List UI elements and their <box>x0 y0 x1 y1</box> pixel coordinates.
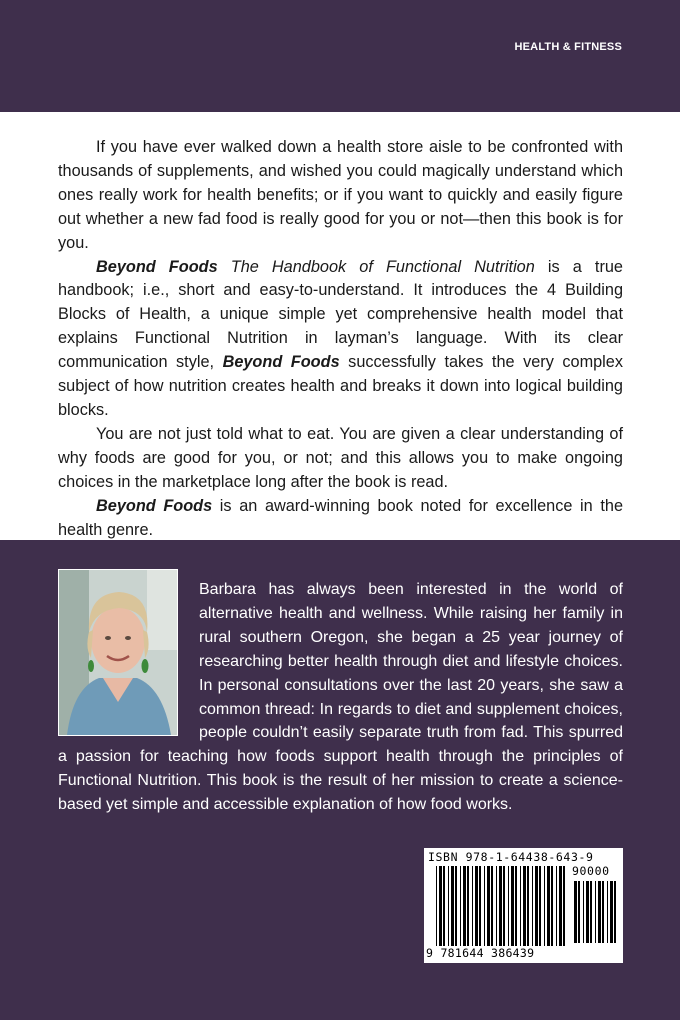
barcode-bar <box>523 866 526 946</box>
blurb-text: successfully takes the very complex subject of how nutrition creates health and breaks it down into logical building blocks. <box>58 353 623 419</box>
isbn-number: ISBN 978-1-64438-643-9 <box>428 850 594 864</box>
barcode-bar <box>443 866 445 946</box>
book-title: Beyond Foods <box>96 257 218 276</box>
barcode-bar <box>527 866 529 946</box>
barcode-bar <box>484 866 485 946</box>
barcode-bar <box>491 866 493 946</box>
barcode-bar <box>535 866 538 946</box>
barcode-bar <box>436 866 437 946</box>
barcode-bar <box>475 866 478 946</box>
barcode-bar <box>602 881 604 943</box>
barcode-bar <box>586 881 589 943</box>
barcode-bar <box>532 866 533 946</box>
barcode-bar <box>448 866 449 946</box>
book-subtitle: The Handbook of Functional Nutrition <box>230 257 535 276</box>
blurb-paragraph-4 <box>58 495 623 543</box>
barcode-bar <box>451 866 454 946</box>
barcode-bar <box>539 866 541 946</box>
ean-barcode-bars <box>436 866 566 946</box>
barcode-bar <box>439 866 442 946</box>
ean-digits: 9 781644 386439 <box>426 946 535 960</box>
barcode-bar <box>508 866 509 946</box>
barcode-bar <box>551 866 553 946</box>
addon-barcode-bars <box>574 881 618 943</box>
category-label: HEALTH & FITNESS <box>514 41 622 53</box>
blurb-paragraph-2 <box>58 256 623 423</box>
author-bio-text: Barbara has always been interested in the world of alternative health and wellness. While raising her family in rural southern Oregon, she began a 25 year journey of researching better health through diet and lifestyle choices. In personal consultations over the last 20 years, she saw a common thread: In regards to diet and supplement choices, people couldn’t easily separate truth from fad. This spurred a passion for teaching how foods support health through the principles of Functional Nutrition. This book is the result of her mission to create a science-based yet simple and accessible explanation of how food works. <box>58 581 623 814</box>
barcode-bar <box>547 866 550 946</box>
barcode-bar <box>515 866 517 946</box>
author-bio <box>58 578 623 817</box>
barcode-bar <box>520 866 521 946</box>
barcode-bar <box>607 881 608 943</box>
barcode-bar <box>455 866 457 946</box>
barcode-bar <box>472 866 473 946</box>
book-title: Beyond Foods <box>96 496 213 515</box>
barcode-bar <box>578 881 580 943</box>
barcode-bar <box>511 866 514 946</box>
blurb-text: is an award-winning book noted for excellence in the health genre. <box>58 496 623 539</box>
book-blurb <box>58 136 623 542</box>
barcode-bar <box>463 866 466 946</box>
barcode-bar <box>598 881 601 943</box>
blurb-paragraph-1: If you have ever walked down a health store aisle to be confronted with thousands of supplements, and wished you could magically understand which ones really work for health benefits; or if you want to quickly and easily figure out whether a new fad food is really good for you or not—then this book is for you. <box>58 138 623 252</box>
barcode-bar <box>614 881 616 943</box>
isbn-barcode <box>424 848 623 963</box>
barcode-bar <box>460 866 461 946</box>
price-code: 90000 <box>572 864 610 878</box>
top-band <box>0 0 680 112</box>
barcode-bar <box>610 881 613 943</box>
photo-spacer <box>58 578 199 742</box>
barcode-bar <box>563 866 565 946</box>
barcode-bar <box>556 866 557 946</box>
barcode-bar <box>590 881 592 943</box>
barcode-bar <box>544 866 545 946</box>
barcode-bar <box>559 866 562 946</box>
barcode-bar <box>496 866 497 946</box>
barcode-bar <box>499 866 502 946</box>
barcode-bar <box>583 881 584 943</box>
barcode-bar <box>574 881 577 943</box>
barcode-bar <box>595 881 596 943</box>
barcode-bar <box>503 866 505 946</box>
book-title: Beyond Foods <box>222 353 340 372</box>
barcode-bar <box>487 866 490 946</box>
barcode-bar <box>467 866 469 946</box>
blurb-text: is a true handbook; i.e., short and easy-to-understand. It introduces the 4 Building Blocks of Health, a unique simple yet comprehensive health model that explains Functional Nutrition in layman’s language. With its clear communication style, <box>58 257 623 372</box>
barcode-bar <box>479 866 481 946</box>
blurb-paragraph-3: You are not just told what to eat. You are given a clear understanding of why foods are good for you, or not; and this allows you to make ongoing choices in the marketplace long after the book is read. <box>58 424 623 491</box>
